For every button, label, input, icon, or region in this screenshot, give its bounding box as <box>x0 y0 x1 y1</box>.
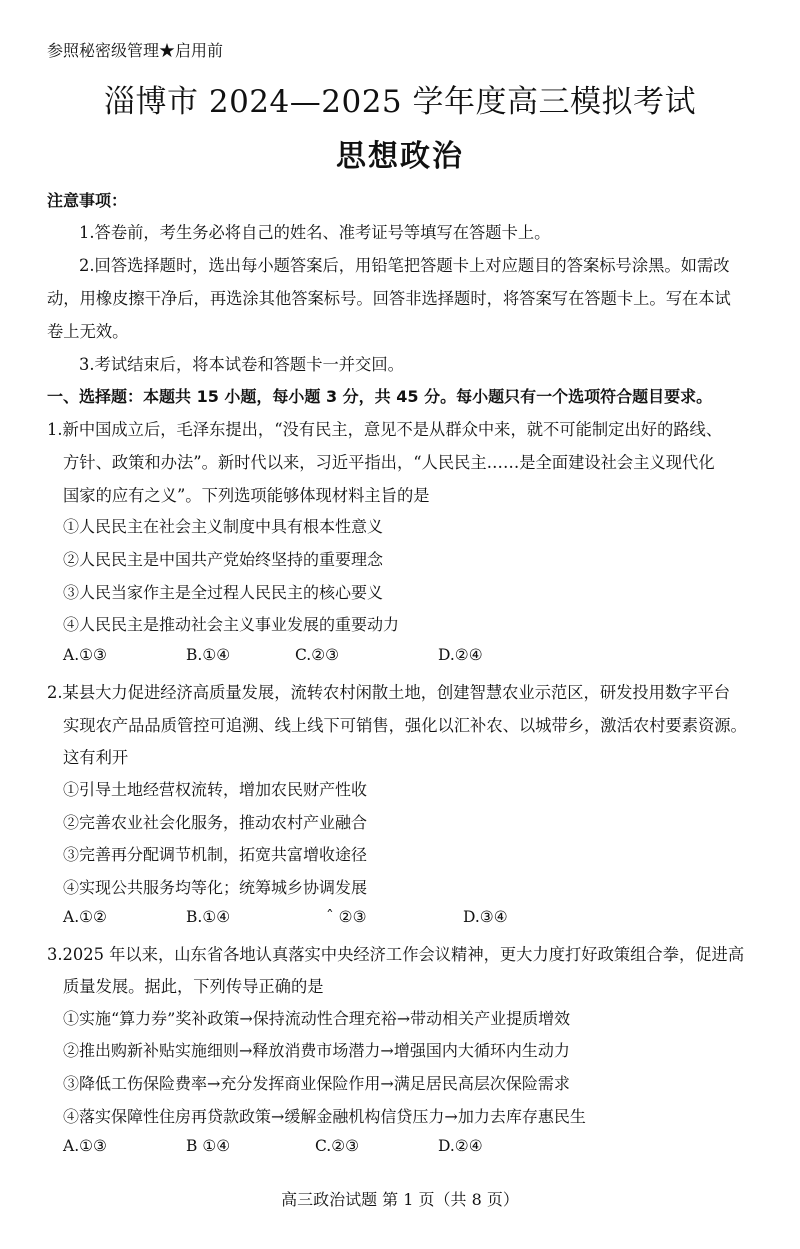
q1-option-1: ①人民民主在社会主义制度中具有根本性意义 <box>63 517 384 536</box>
notice-item-2-line-2: 动，用橡皮擦干净后，再选涂其他答案标号。回答非选择题时，将答案写在答题卡上。写在本试 <box>47 289 731 308</box>
q3-stem-line-2: 质量发展。据此，下列传导正确的是 <box>63 977 324 996</box>
q3-answer-a: A.①③ <box>63 1137 107 1155</box>
q1-answer-row <box>0 646 800 666</box>
notice-item-1: 1.答卷前，考生务必将自己的姓名、准考证号等填写在答题卡上。 <box>79 223 551 242</box>
q1-answer-c: C.②③ <box>295 646 340 664</box>
q3-option-3: ③降低工伤保险费率→充分发挥商业保险作用→满足居民高层次保险需求 <box>63 1074 570 1093</box>
q1-option-4: ④人民民主是推动社会主义事业发展的重要动力 <box>63 615 400 634</box>
q2-option-4: ④实现公共服务均等化；统筹城乡协调发展 <box>63 878 368 897</box>
q1-answer-d: D.②④ <box>438 646 483 664</box>
q3-answer-row <box>0 1137 800 1157</box>
q3-option-1: ①实施“算力券”奖补政策→保持流动性合理充裕→带动相关产业提质增效 <box>63 1009 571 1028</box>
q1-answer-b: B.①④ <box>186 646 231 664</box>
q1-option-2: ②人民民主是中国共产党始终坚持的重要理念 <box>63 550 384 569</box>
q3-answer-d: D.②④ <box>438 1137 483 1155</box>
q1-stem-line-2: 方针、政策和办法”。新时代以来，习近平指出，“人民民主……是全面建设社会主义现代化 <box>63 453 715 472</box>
notice-item-2-line-3: 卷上无效。 <box>47 322 129 341</box>
q2-option-1: ①引导土地经营权流转，增加农民财产性收 <box>63 780 368 799</box>
q3-option-2: ②推出购新补贴实施细则→释放消费市场潜力→增强国内大循环内生动力 <box>63 1041 570 1060</box>
q2-stem-line-2: 实现农产品品质管控可追溯、线上线下可销售，强化以汇补农、以城带乡，激活农村要素资源。 <box>63 716 747 735</box>
exam-title: 淄博市 2024—2025 学年度高三模拟考试 <box>104 84 696 120</box>
q2-answer-d: D.③④ <box>463 908 508 926</box>
q3-answer-c: C.②③ <box>315 1137 360 1155</box>
q3-answer-b: B ①④ <box>186 1137 231 1155</box>
notice-heading: 注意事项： <box>47 191 128 210</box>
q2-option-2: ②完善农业社会化服务，推动农村产业融合 <box>63 813 368 832</box>
q2-answer-row <box>0 908 800 928</box>
q3-stem-line-1: 3.2025 年以来，山东省各地认真落实中央经济工作会议精神，更大力度打好政策组合拳，促进高 <box>47 945 745 964</box>
classification-label: 参照秘密级管理★启用前 <box>47 41 224 60</box>
notice-item-3: 3.考试结束后，将本试卷和答题卡一并交回。 <box>79 355 404 374</box>
q2-answer-a: A.①② <box>63 908 107 926</box>
q1-stem-line-3: 国家的应有之义”。下列选项能够体现材料主旨的是 <box>63 486 430 505</box>
subject-title: 思想政治 <box>336 139 464 174</box>
q1-option-3: ③人民当家作主是全过程人民民主的核心要义 <box>63 583 384 602</box>
q1-stem-line-1: 1.新中国成立后，毛泽东提出，“没有民主，意见不是从群众中来，就不可能制定出好的路线、 <box>47 420 723 439</box>
q2-stem-line-1: 2.某县大力促进经济高质量发展，流转农村闲散土地，创建智慧农业示范区，研发投用数字平台 <box>47 683 731 702</box>
q3-option-4: ④落实保障性住房再贷款政策→缓解金融机构信贷压力→加力去库存惠民生 <box>63 1107 586 1126</box>
page-footer: 高三政治试题 第 1 页（共 8 页） <box>281 1190 519 1209</box>
q2-answer-c: ˆ ②③ <box>326 908 367 926</box>
q2-answer-b: B.①④ <box>186 908 231 926</box>
section-1-heading: 一、选择题：本题共 15 小题，每小题 3 分，共 45 分。每小题只有一个选项符合题目要求。 <box>47 387 713 406</box>
q2-stem-line-3: 这有利开 <box>63 748 129 767</box>
notice-item-2-line-1: 2.回答选择题时，选出每小题答案后，用铅笔把答题卡上对应题目的答案标号涂黑。如需改 <box>79 256 730 275</box>
q2-option-3: ③完善再分配调节机制，拓宽共富增收途径 <box>63 845 368 864</box>
q1-answer-a: A.①③ <box>63 646 107 664</box>
